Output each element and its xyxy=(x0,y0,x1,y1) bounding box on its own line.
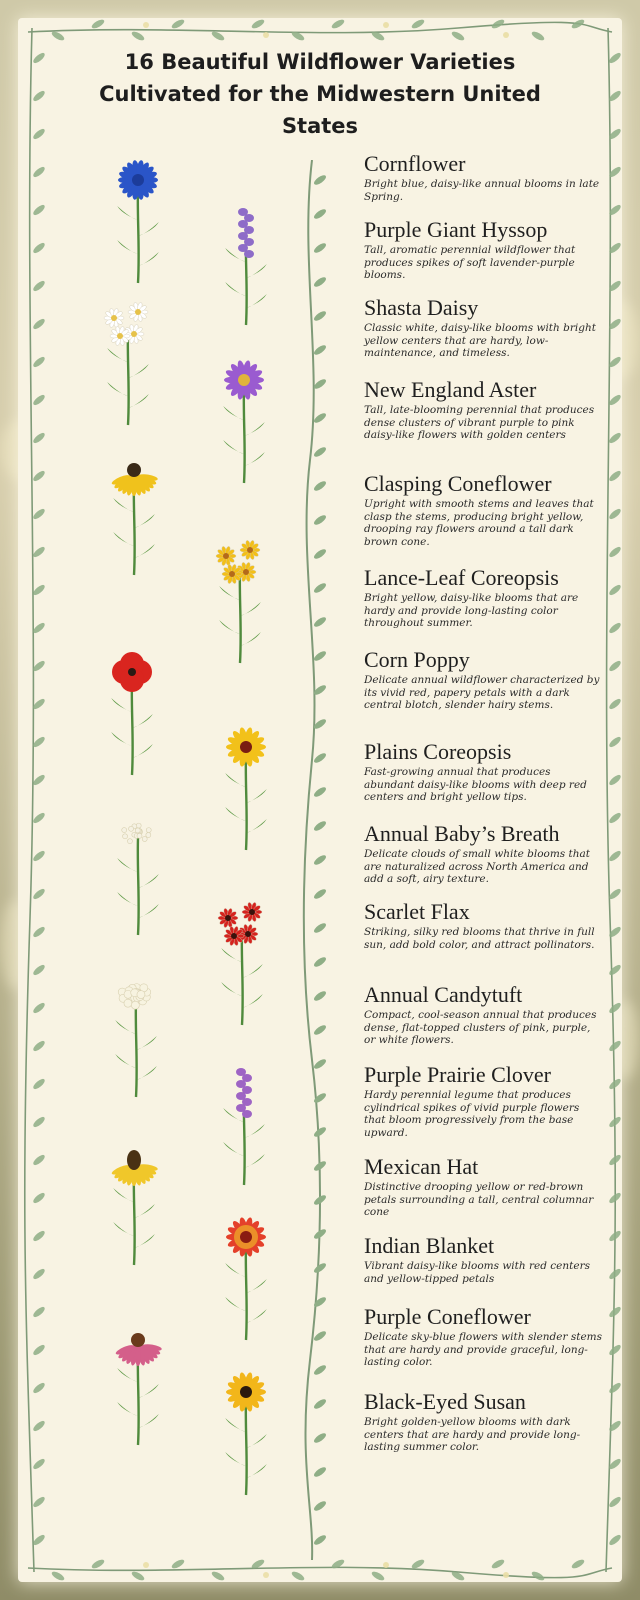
flower-illustration xyxy=(197,900,287,1030)
flower-name: Black-Eyed Susan xyxy=(364,1389,526,1414)
flower-description: Hardy perennial legume that produces cylindrical spikes of vivid purple flowers that bloom progressively from the base upward. xyxy=(364,1089,580,1139)
page-title: 16 Beautiful Wildflower Varieties Cultivated for the Midwestern United States xyxy=(99,50,541,138)
center-vine-divider xyxy=(292,160,332,1560)
flower-entry xyxy=(364,648,604,712)
flower-name: Indian Blanket xyxy=(364,1233,495,1258)
flower-illustration xyxy=(201,200,291,330)
flower-entry xyxy=(364,1155,604,1219)
flower-entry xyxy=(364,983,604,1047)
flower-entry xyxy=(364,740,604,804)
flower-entry xyxy=(364,378,604,442)
flower-name: Annual Candytuft xyxy=(364,982,523,1007)
flower-description: Tall, late-blooming perennial that produces dense clusters of vibrant purple to pink daisy-like flowers with golden centers xyxy=(364,404,595,441)
flower-description: Classic white, daisy-like blooms with bright yellow centers that are hardy, low-maintenance, and timeless. xyxy=(364,322,596,359)
flower-entry xyxy=(364,472,604,548)
flower-description: Bright golden-yellow blooms with dark centers that are hardy and provide long-lasting summer color. xyxy=(364,1416,581,1453)
flower-name: Plains Coreopsis xyxy=(364,739,512,764)
flower-entry xyxy=(364,566,604,630)
flower-entry xyxy=(364,152,604,203)
flower-illustration xyxy=(93,158,183,288)
flower-illustration xyxy=(93,810,183,940)
flower-illustration xyxy=(199,1060,289,1190)
flower-illustration xyxy=(201,725,291,855)
flower-description: Fast-growing annual that produces abundant daisy-like blooms with deep red centers and bright yellow tips. xyxy=(364,766,587,803)
flower-illustration xyxy=(87,650,177,780)
flower-name: Shasta Daisy xyxy=(364,295,479,320)
flower-description: Compact, cool-season annual that produces dense, flat-topped clusters of pink, purple, or white flowers. xyxy=(364,1009,597,1046)
flower-illustration xyxy=(89,450,179,580)
flower-entry xyxy=(364,296,604,360)
flower-description: Delicate sky-blue flowers with slender stems that are hardy and provide graceful, long-lasting color. xyxy=(364,1331,603,1368)
flower-entry xyxy=(364,1234,604,1285)
flower-description: Tall, aromatic perennial wildflower that produces spikes of soft lavender-purple blooms. xyxy=(364,244,576,281)
flower-description: Delicate clouds of small white blooms that are naturalized across North America and add a soft, airy texture. xyxy=(364,848,590,885)
flower-description: Striking, silky red blooms that thrive in full sun, add bold color, and attract pollinators. xyxy=(364,926,595,951)
flower-name: Cornflower xyxy=(364,151,466,176)
flower-name: New England Aster xyxy=(364,377,537,402)
flower-description: Distinctive drooping yellow or red-brown petals surrounding a tall, central columnar cone xyxy=(364,1181,594,1218)
flower-illustration xyxy=(199,358,289,488)
flower-illustration xyxy=(195,538,285,668)
flower-entry xyxy=(364,1063,604,1139)
flower-illustration xyxy=(91,972,181,1102)
flower-description: Bright yellow, daisy-like blooms that are hardy and provide long-lasting color throughout summer. xyxy=(364,592,579,629)
flower-description: Delicate annual wildflower characterized by its vivid red, papery petals with a dark central blotch, slender hairy stems. xyxy=(364,674,600,711)
flower-name: Mexican Hat xyxy=(364,1154,479,1179)
flower-illustration xyxy=(83,300,173,430)
flower-entry xyxy=(364,822,604,886)
flower-name: Clasping Coneflower xyxy=(364,471,552,496)
flower-illustration xyxy=(201,1370,291,1500)
flower-name: Annual Baby’s Breath xyxy=(364,821,560,846)
flower-name: Lance-Leaf Coreopsis xyxy=(364,565,559,590)
flower-illustration xyxy=(93,1320,183,1450)
flower-entry xyxy=(364,218,604,282)
flower-description: Upright with smooth stems and leaves that clasp the stems, producing bright yellow, drooping ray flowers around a tall dark brown cone. xyxy=(364,498,594,548)
flower-name: Purple Prairie Clover xyxy=(364,1062,551,1087)
flower-illustration xyxy=(89,1140,179,1270)
flower-entry xyxy=(364,900,604,951)
flower-illustration xyxy=(201,1215,291,1345)
flower-description: Vibrant daisy-like blooms with red centers and yellow-tipped petals xyxy=(364,1260,590,1285)
flower-entry xyxy=(364,1390,604,1454)
flower-name: Scarlet Flax xyxy=(364,899,470,924)
flower-name: Purple Coneflower xyxy=(364,1304,531,1329)
flower-name: Corn Poppy xyxy=(364,647,470,672)
flower-description: Bright blue, daisy-like annual blooms in late Spring. xyxy=(364,178,600,203)
flower-name: Purple Giant Hyssop xyxy=(364,217,548,242)
flower-entry xyxy=(364,1305,604,1369)
